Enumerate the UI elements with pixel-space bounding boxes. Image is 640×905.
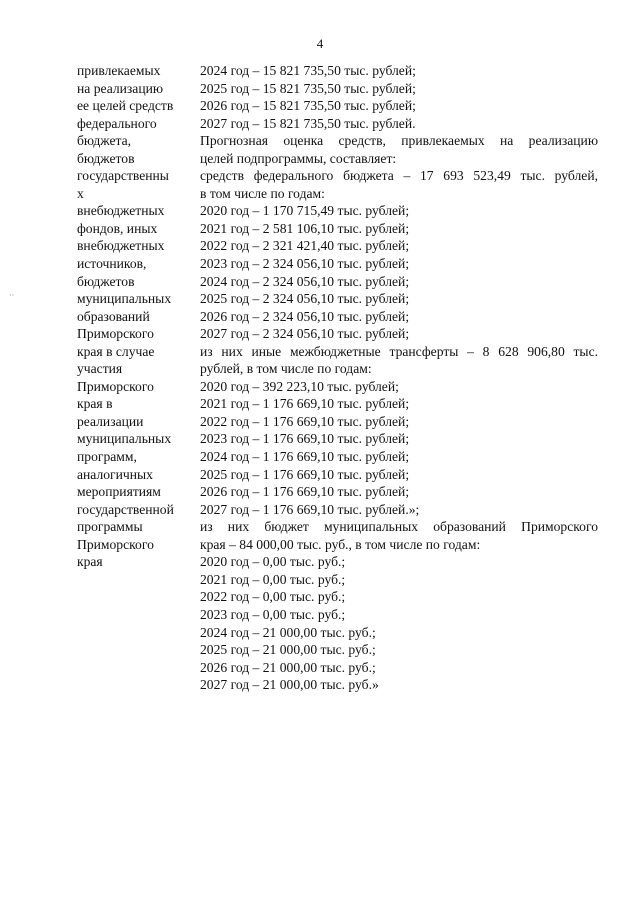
label-line: реализации [77, 413, 144, 429]
value-line: 2020 год – 0,00 тыс. руб.; [200, 554, 346, 570]
value-line: из них бюджет муниципальных образований Приморского [200, 519, 598, 535]
scan-artifact-mark: ·· [9, 291, 15, 300]
value-line: 2024 год – 2 324 056,10 тыс. рублей; [200, 273, 410, 289]
label-line: края [77, 554, 103, 570]
value-line: 2025 год – 15 821 735,50 тыс. рублей; [200, 80, 416, 96]
label-line: государственны [77, 168, 169, 184]
value-line: 2026 год – 1 176 669,10 тыс. рублей; [200, 484, 410, 500]
label-line: федерального [77, 115, 157, 131]
label-line: образований [77, 308, 150, 324]
label-line: внебюджетных [77, 238, 165, 254]
value-line: 2020 год – 1 170 715,49 тыс. рублей; [200, 203, 410, 219]
value-line: Прогнозная оценка средств, привлекаемых на реализацию [200, 133, 598, 149]
value-line: средств федерального бюджета – 17 693 523,49 тыс. рублей, [200, 168, 598, 184]
value-line: 2021 год – 0,00 тыс. руб.; [200, 571, 346, 587]
label-line: Приморского [77, 378, 154, 394]
value-line: 2025 год – 2 324 056,10 тыс. рублей; [200, 291, 410, 307]
passport-field-value [200, 62, 598, 694]
value-line: 2022 год – 2 321 421,40 тыс. рублей; [200, 238, 410, 254]
label-line: бюджетов [77, 150, 135, 166]
value-line: 2023 год – 2 324 056,10 тыс. рублей; [200, 256, 410, 272]
value-line: края – 84 000,00 тыс. руб., в том числе по годам: [200, 536, 481, 552]
value-line: 2024 год – 1 176 669,10 тыс. рублей; [200, 449, 410, 465]
value-line: 2021 год – 1 176 669,10 тыс. рублей; [200, 396, 410, 412]
value-line: 2020 год – 392 223,10 тыс. рублей; [200, 378, 399, 394]
label-line: х [77, 185, 84, 201]
value-line: 2022 год – 1 176 669,10 тыс. рублей; [200, 413, 410, 429]
value-line: 2026 год – 15 821 735,50 тыс. рублей; [200, 98, 416, 114]
value-line: в том числе по годам: [200, 185, 325, 201]
label-line: участия [77, 361, 123, 377]
label-line: ее целей средств [77, 98, 174, 114]
value-line: 2021 год – 2 581 106,10 тыс. рублей; [200, 220, 410, 236]
value-line: рублей, в том числе по годам: [200, 361, 372, 377]
value-line: 2027 год – 15 821 735,50 тыс. рублей. [200, 115, 416, 131]
label-line: муниципальных [77, 431, 172, 447]
label-line: на реализацию [77, 80, 164, 96]
passport-field-label [77, 62, 189, 571]
label-line: бюджетов [77, 273, 135, 289]
value-line: 2022 год – 0,00 тыс. руб.; [200, 589, 346, 605]
label-line: края в случае [77, 343, 155, 359]
value-line: 2025 год – 1 176 669,10 тыс. рублей; [200, 466, 410, 482]
label-line: внебюджетных [77, 203, 165, 219]
page-number: 4 [316, 36, 324, 51]
value-line: 2027 год – 21 000,00 тыс. руб.» [200, 677, 379, 693]
label-line: Приморского [77, 326, 154, 342]
value-line: 2023 год – 1 176 669,10 тыс. рублей; [200, 431, 410, 447]
value-line: 2025 год – 21 000,00 тыс. руб.; [200, 642, 376, 658]
label-line: программ, [77, 449, 137, 465]
label-line: источников, [77, 256, 147, 272]
label-line: аналогичных [77, 466, 153, 482]
label-line: программы [77, 519, 143, 535]
label-line: мероприятиям [77, 484, 161, 500]
value-line: 2027 год – 1 176 669,10 тыс. рублей.»; [200, 501, 420, 517]
value-line: целей подпрограммы, составляет: [200, 150, 397, 166]
label-line: государственной [77, 501, 174, 517]
label-line: муниципальных [77, 291, 172, 307]
value-line: из них иные межбюджетные трансферты – 8 628 906,80 тыс. [200, 343, 598, 359]
value-line: 2026 год – 21 000,00 тыс. руб.; [200, 659, 376, 675]
value-line: 2023 год – 0,00 тыс. руб.; [200, 606, 346, 622]
label-line: привлекаемых [77, 63, 161, 78]
value-line: 2027 год – 2 324 056,10 тыс. рублей; [200, 326, 410, 342]
label-line: края в [77, 396, 113, 412]
value-line: 2024 год – 21 000,00 тыс. руб.; [200, 624, 376, 640]
value-line: 2026 год – 2 324 056,10 тыс. рублей; [200, 308, 410, 324]
label-line: фондов, иных [77, 220, 158, 236]
label-line: Приморского [77, 536, 154, 552]
value-line: 2024 год – 15 821 735,50 тыс. рублей; [200, 63, 416, 78]
label-line: бюджета, [77, 133, 132, 149]
